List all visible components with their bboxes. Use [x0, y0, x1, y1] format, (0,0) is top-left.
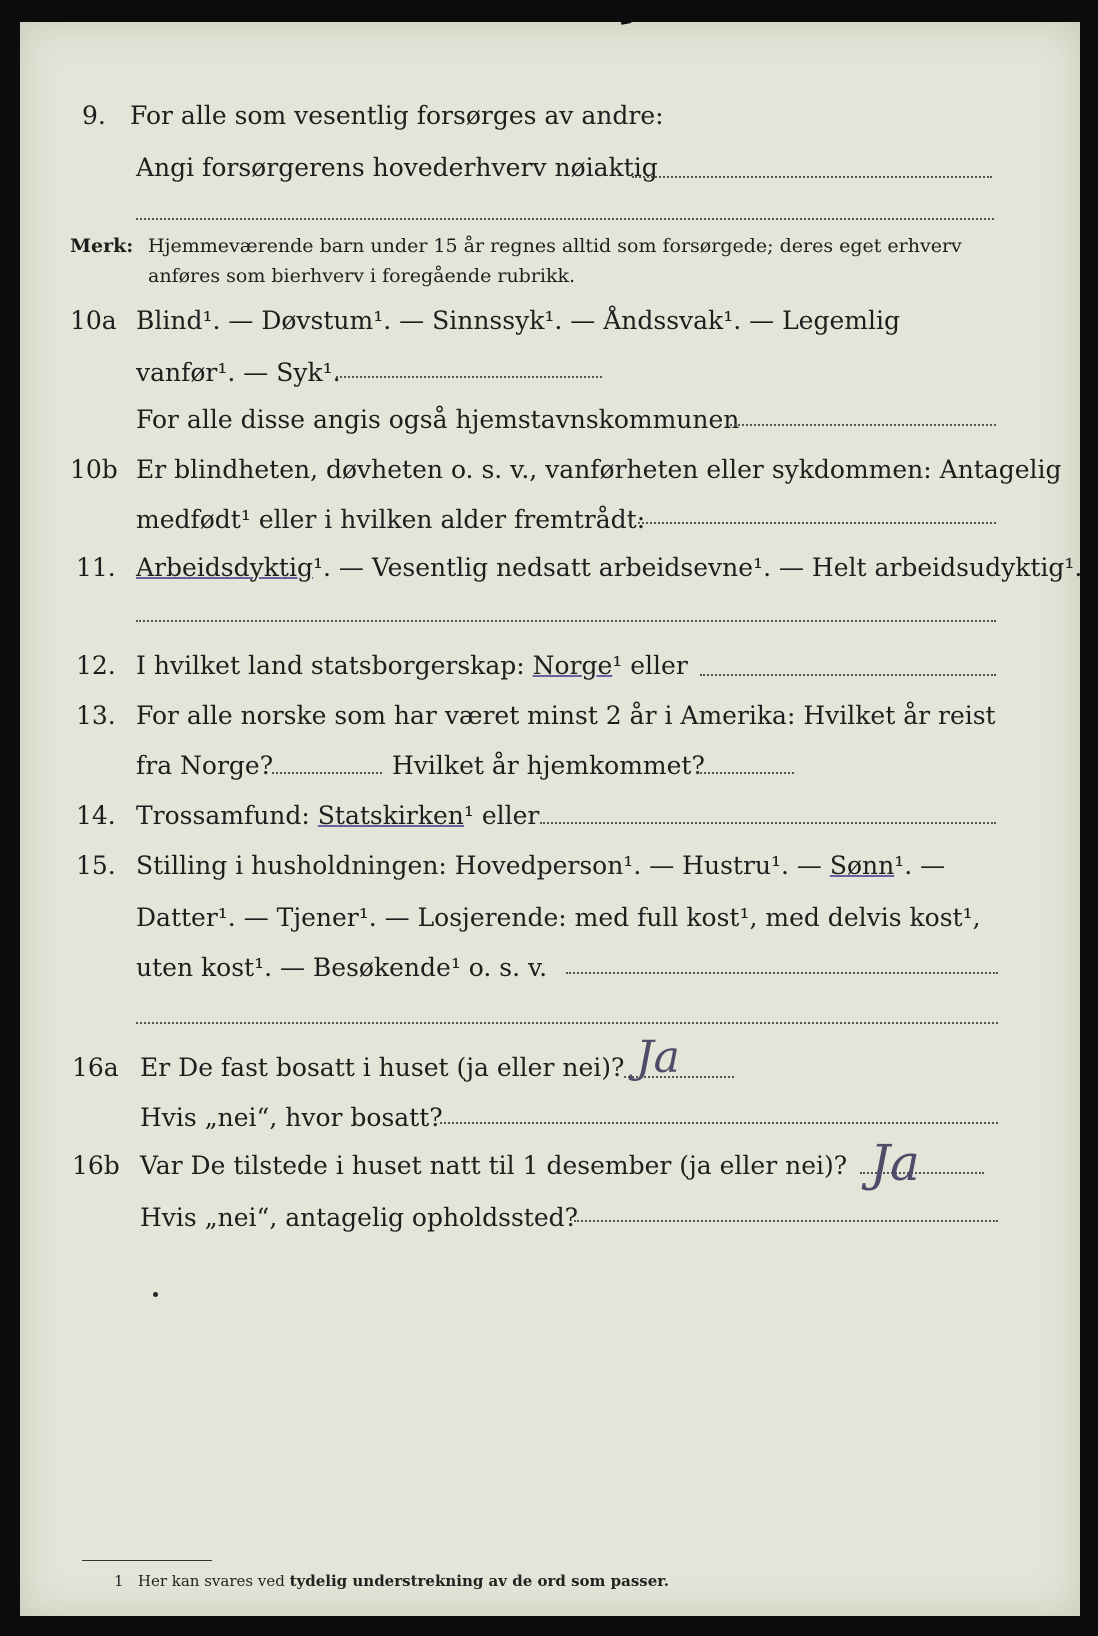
q15-text1a: Stilling i husholdningen: Hovedperson¹. — Hustru¹. —	[136, 851, 822, 880]
q13-text: For alle norske som har været minst 2 år i Amerika: Hvilket år reist	[136, 701, 996, 730]
q14-text	[136, 800, 539, 832]
q13-number: 13.	[76, 701, 116, 730]
q9-answer-line2[interactable]	[136, 218, 994, 220]
q10b-number: 10b	[70, 455, 118, 484]
q9-number: 9.	[82, 101, 106, 130]
q15-text3: uten kost¹. — Besøkende¹ o. s. v.	[136, 953, 548, 982]
q14-pre: Trossamfund:	[136, 801, 310, 830]
q13-departure-line[interactable]	[272, 772, 382, 774]
q10a-text3: For alle disse angis også hjemstavnskommunen	[136, 405, 740, 434]
q13-return-line[interactable]	[696, 772, 794, 774]
q15-option-underlined: Sønn	[829, 851, 895, 880]
q16b-whereabouts-line[interactable]	[574, 1220, 998, 1222]
merk-text2: anføres som bierhverv i foregående rubrikk.	[148, 265, 576, 287]
q13-text2a: fra Norge?	[136, 751, 274, 780]
q11-answer-line[interactable]	[136, 620, 996, 622]
q15-answer-line[interactable]	[566, 972, 998, 974]
footnote-text-a: Her kan svares ved	[137, 1572, 285, 1590]
q16b-text2: Hvis „nei“, antagelig opholdssted?	[140, 1203, 579, 1232]
q10a-text2: vanfør¹. — Syk¹.	[136, 358, 341, 387]
q16a-number: 16a	[72, 1053, 119, 1082]
q10b-text2: medfødt¹ eller i hvilken alder fremtrådt:	[136, 505, 646, 534]
q10b-text: Er blindheten, døvheten o. s. v., vanførheten eller sykdommen: Antagelig	[136, 455, 1062, 484]
q14-answer-line[interactable]	[540, 822, 996, 824]
q11-number: 11.	[76, 553, 116, 582]
q12-post: ¹ eller	[612, 651, 688, 680]
q11-text	[136, 552, 1082, 584]
q15-number: 15.	[76, 851, 116, 880]
q14-option-underlined: Statskirken	[317, 801, 464, 830]
q9-answer-line[interactable]	[632, 176, 992, 178]
merk-label: Merk:	[70, 235, 134, 257]
corner-mark	[619, 7, 632, 24]
census-form-page	[20, 22, 1083, 1616]
q10b-answer-line[interactable]	[638, 522, 996, 524]
footnote	[114, 1572, 669, 1590]
q9-text: For alle som vesentlig forsørges av andre:	[130, 101, 664, 130]
q10a-text: Blind¹. — Døvstum¹. — Sinnssyk¹. — Åndssvak¹. — Legemlig	[136, 306, 900, 335]
q16a-handwritten-answer: Ja	[636, 1032, 680, 1083]
q10a-number: 10a	[70, 306, 117, 335]
footnote-text-b: tydelig understrekning av de ord som passer.	[289, 1572, 670, 1590]
q12-number: 12.	[76, 651, 116, 680]
footnote-mark: 1	[114, 1572, 124, 1590]
q13-text2b: Hvilket år hjemkommet?	[392, 751, 705, 780]
q12-text	[136, 650, 688, 682]
q12-answer-line[interactable]	[700, 674, 996, 676]
q14-post: ¹ eller	[463, 801, 540, 830]
merk-text: Hjemmeværende barn under 15 år regnes alltid som forsørgede; deres eget erhverv	[148, 235, 962, 257]
q16b-number: 16b	[72, 1151, 120, 1180]
q15-text	[136, 850, 945, 882]
q15-answer-line2[interactable]	[136, 1022, 998, 1024]
q11-rest: ¹. — Vesentlig nedsatt arbeidsevne¹. — Helt arbeidsudyktig¹.	[312, 553, 1083, 582]
q10a-answer-line[interactable]	[336, 376, 602, 378]
footnote-rule	[82, 1560, 212, 1561]
q9-text2: Angi forsørgerens hovederhverv nøiaktig	[136, 153, 658, 182]
q10a-hometown-line[interactable]	[730, 424, 996, 426]
q16a-text: Er De fast bosatt i huset (ja eller nei)?	[140, 1053, 625, 1082]
q16a-residence-line[interactable]	[440, 1122, 998, 1124]
q16a-text2: Hvis „nei“, hvor bosatt?	[140, 1103, 443, 1132]
q14-number: 14.	[76, 801, 116, 830]
q12-option-underlined: Norge	[532, 651, 613, 680]
q11-option-underlined: Arbeidsdyktig	[136, 553, 313, 582]
q16b-handwritten-answer: Ja	[870, 1134, 920, 1192]
q15-text2: Datter¹. — Tjener¹. — Losjerende: med full kost¹, med delvis kost¹,	[136, 903, 981, 932]
ink-speck	[153, 1292, 158, 1297]
q16b-text: Var De tilstede i huset natt til 1 desember (ja eller nei)?	[140, 1151, 848, 1180]
q12-pre: I hvilket land statsborgerskap:	[136, 651, 525, 680]
q15-text1b: ¹. —	[894, 851, 946, 880]
